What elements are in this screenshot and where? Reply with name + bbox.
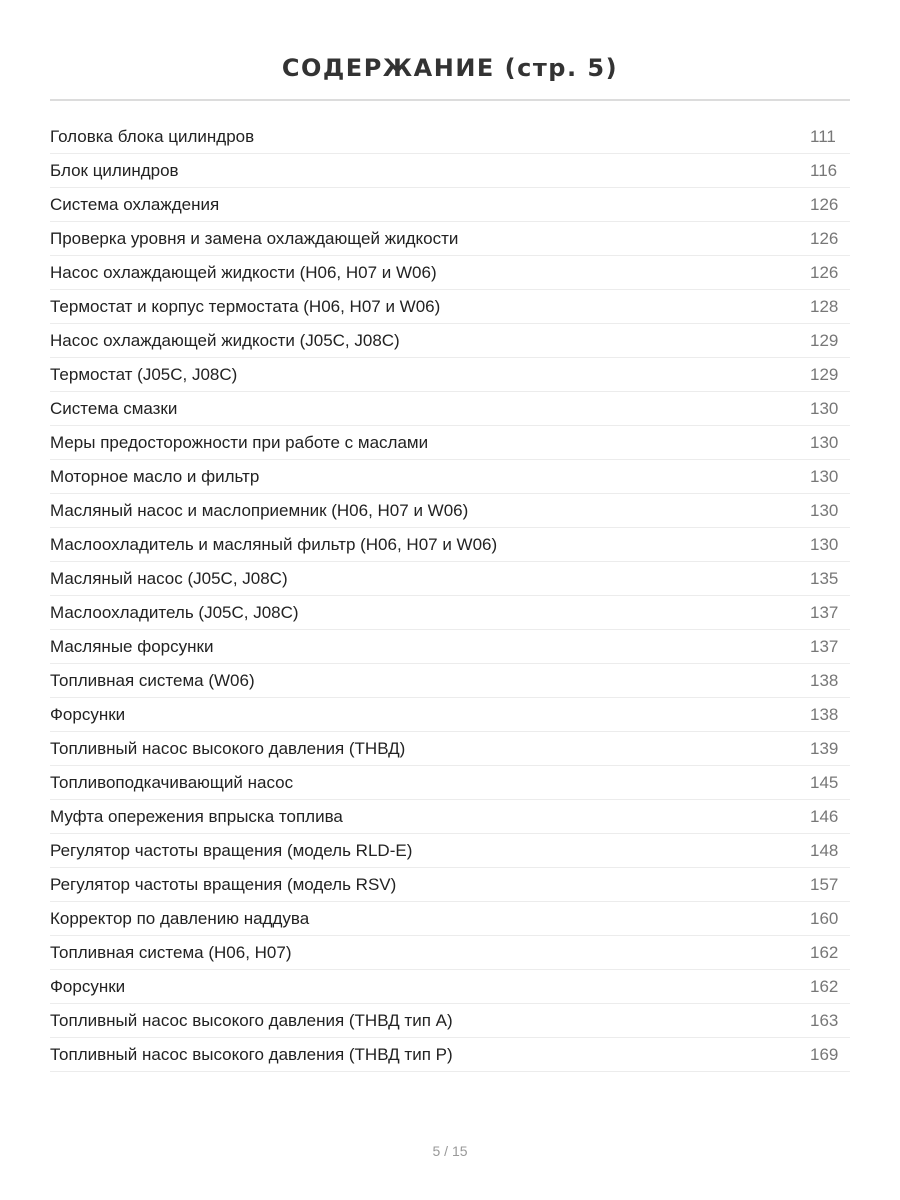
toc-entry-page-number: 137 xyxy=(810,602,839,622)
toc-entry-page-number: 145 xyxy=(810,772,839,792)
toc-entry-title: Регулятор частоты вращения (модель RLD-E) xyxy=(50,840,413,860)
toc-entry-title: Термостат и корпус термостата (H06, H07 и W06) xyxy=(50,296,441,316)
toc-entry-page-number: 148 xyxy=(810,840,839,860)
toc-entry-title: Форсунки xyxy=(50,976,126,996)
toc-entry-title: Масляные форсунки xyxy=(50,636,214,656)
toc-entry[interactable] xyxy=(50,426,850,460)
toc-entry-title: Масляный насос (J05C, J08C) xyxy=(50,568,288,588)
toc-entry-page-number: 162 xyxy=(810,976,839,996)
toc-entry[interactable] xyxy=(50,936,850,970)
toc-entry[interactable] xyxy=(50,800,850,834)
toc-entry[interactable] xyxy=(50,120,850,154)
toc-entry-page-number: 129 xyxy=(810,330,839,350)
toc-entry-page-number: 169 xyxy=(810,1044,839,1064)
toc-entry[interactable] xyxy=(50,664,850,698)
toc-entry[interactable] xyxy=(50,358,850,392)
toc-entry-title: Топливная система (W06) xyxy=(50,670,255,690)
toc-entry-title: Маслоохладитель (J05C, J08C) xyxy=(50,602,299,622)
title-divider xyxy=(50,99,850,101)
toc-entry-title: Насос охлаждающей жидкости (H06, H07 и W06) xyxy=(50,262,437,282)
toc-entry-page-number: 126 xyxy=(810,228,839,248)
toc-entry-title: Форсунки xyxy=(50,704,126,724)
toc-entry[interactable] xyxy=(50,290,850,324)
toc-entry-title: Топливная система (H06, H07) xyxy=(50,942,292,962)
toc-entry-title: Топливный насос высокого давления (ТНВД тип А) xyxy=(50,1010,453,1030)
toc-entry-page-number: 137 xyxy=(810,636,839,656)
toc-entry[interactable] xyxy=(50,1004,850,1038)
toc-entry[interactable] xyxy=(50,902,850,936)
toc-entry-title: Система смазки xyxy=(50,398,178,418)
toc-entry[interactable] xyxy=(50,766,850,800)
toc-entry-title: Моторное масло и фильтр xyxy=(50,466,260,486)
toc-entry-page-number: 157 xyxy=(810,874,839,894)
toc-entry-title: Меры предосторожности при работе с маслами xyxy=(50,432,429,452)
toc-entry[interactable] xyxy=(50,732,850,766)
toc-entry-title: Корректор по давлению наддува xyxy=(50,908,310,928)
toc-entry[interactable] xyxy=(50,324,850,358)
toc-entry-page-number: 130 xyxy=(810,398,839,418)
toc-entry-page-number: 129 xyxy=(810,364,839,384)
toc-entry-page-number: 162 xyxy=(810,942,839,962)
toc-entry[interactable] xyxy=(50,698,850,732)
toc-entry[interactable] xyxy=(50,528,850,562)
toc-entry-title: Муфта опережения впрыска топлива xyxy=(50,806,343,826)
toc-entry[interactable] xyxy=(50,596,850,630)
toc-entry-title: Головка блока цилиндров xyxy=(50,126,255,146)
toc-entry[interactable] xyxy=(50,630,850,664)
toc-entry[interactable] xyxy=(50,154,850,188)
toc-entry-page-number: 116 xyxy=(810,160,838,180)
toc-entry[interactable] xyxy=(50,868,850,902)
page-title: СОДЕРЖАНИЕ (стр. 5) xyxy=(281,54,619,83)
toc-entry[interactable] xyxy=(50,392,850,426)
toc-entry-title: Топливный насос высокого давления (ТНВД) xyxy=(50,738,406,758)
toc-entry-title: Насос охлаждающей жидкости (J05C, J08C) xyxy=(50,330,400,350)
toc-entry-title: Система охлаждения xyxy=(50,194,220,214)
toc-entry-page-number: 163 xyxy=(810,1010,839,1030)
toc-entry[interactable] xyxy=(50,1038,850,1072)
toc-entry-page-number: 126 xyxy=(810,262,839,282)
toc-entry-page-number: 139 xyxy=(810,738,839,758)
toc-entry-page-number: 130 xyxy=(810,534,839,554)
toc-entry-page-number: 135 xyxy=(810,568,839,588)
toc-entry[interactable] xyxy=(50,494,850,528)
page-indicator: 5 / 15 xyxy=(432,1143,468,1159)
toc-entry[interactable] xyxy=(50,460,850,494)
toc-entry-page-number: 130 xyxy=(810,500,839,520)
toc-entry-page-number: 128 xyxy=(810,296,839,316)
table-of-contents xyxy=(50,120,850,1072)
toc-entry[interactable] xyxy=(50,188,850,222)
toc-entry-page-number: 111 xyxy=(810,126,836,146)
toc-entry[interactable] xyxy=(50,834,850,868)
toc-entry-page-number: 138 xyxy=(810,670,839,690)
toc-entry-title: Маслоохладитель и масляный фильтр (H06, H07 и W06) xyxy=(50,534,498,554)
toc-entry[interactable] xyxy=(50,222,850,256)
toc-entry[interactable] xyxy=(50,256,850,290)
toc-entry-page-number: 138 xyxy=(810,704,839,724)
toc-entry-page-number: 126 xyxy=(810,194,839,214)
toc-entry-page-number: 146 xyxy=(810,806,839,826)
toc-entry-page-number: 130 xyxy=(810,466,839,486)
toc-entry-title: Термостат (J05C, J08C) xyxy=(50,364,238,384)
toc-entry-title: Топливный насос высокого давления (ТНВД тип Р) xyxy=(50,1044,453,1064)
toc-entry-page-number: 130 xyxy=(810,432,839,452)
toc-entry-title: Масляный насос и маслоприемник (H06, H07 и W06) xyxy=(50,500,469,520)
toc-entry-title: Регулятор частоты вращения (модель RSV) xyxy=(50,874,397,894)
toc-entry[interactable] xyxy=(50,970,850,1004)
toc-entry-title: Блок цилиндров xyxy=(50,160,179,180)
toc-entry-title: Топливоподкачивающий насос xyxy=(50,772,294,792)
toc-entry-title: Проверка уровня и замена охлаждающей жидкости xyxy=(50,228,459,248)
toc-entry-page-number: 160 xyxy=(810,908,839,928)
toc-entry[interactable] xyxy=(50,562,850,596)
